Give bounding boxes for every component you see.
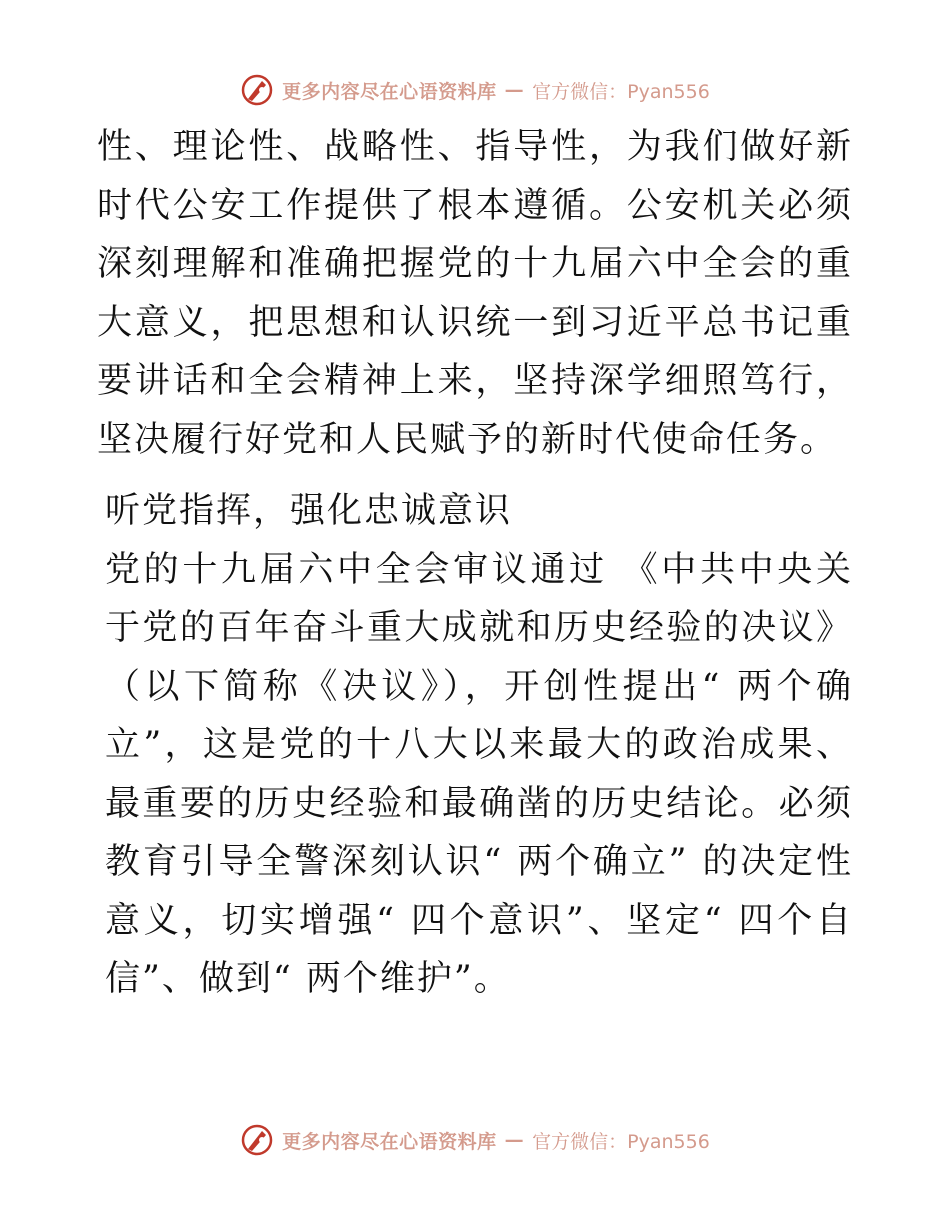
watermark-text: 更多内容尽在心语资料库 [282,80,497,103]
footer-watermark [0,1120,950,1160]
pen-logo-icon [240,1123,274,1157]
document-body [97,118,853,1009]
body-paragraph-1: 性、理论性、战略性、指导性，为我们做好新时代公安工作提供了根本遵循。公安机关必须深刻理解和准确把握党的十九届六中全会的重大意义，把思想和认识统一到习近平总书记重要讲话和全会精神上来，坚持深学细照笃行，坚决履行好党和人民赋予的新时代使命任务。 [97,127,853,460]
watermark-contact: 官方微信：Pyan556 [532,1130,710,1153]
watermark-contact: 官方微信：Pyan556 [532,80,710,103]
watermark-text: 更多内容尽在心语资料库 [282,1130,497,1153]
body-paragraph-2: 党的十九届六中全会审议通过 《中共中央关于党的百年奋斗重大成就和历史经验的决议》（以下简称《决议》），开创性提出“ 两个确立”，这是党的十八大以来最大的政治成果、最重要的历史经验和最确凿的历史结论。必须教育引导全警深刻认识“ 两个确立” 的决定性意义，切实增强“ 四个意识”、坚定“ 四个自信”、做到“ 两个维护”。 [105,549,853,999]
header-watermark [0,70,950,110]
section-heading: 听党指挥，强化忠诚意识 [105,491,513,531]
watermark-dash: — [504,79,525,101]
watermark-dash: — [504,1129,525,1151]
pen-logo-icon [240,73,274,107]
